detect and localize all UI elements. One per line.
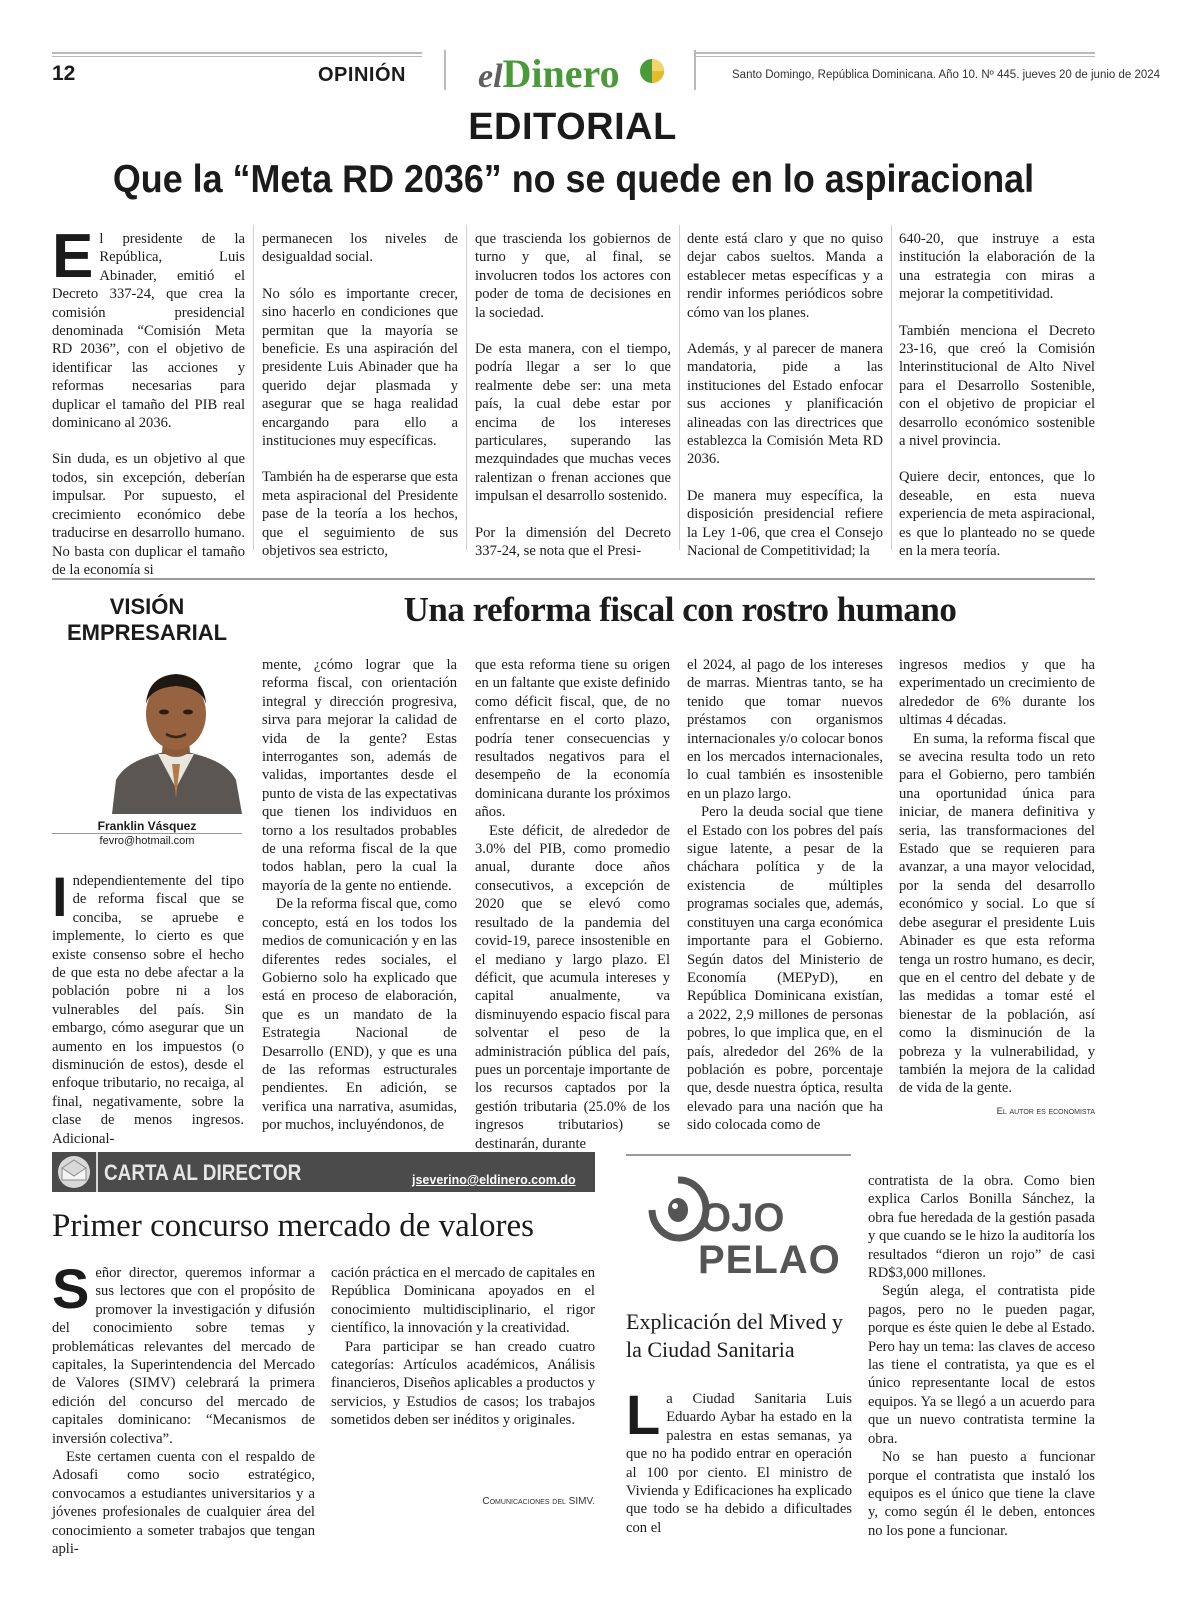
ojo-top-rule [626, 1154, 851, 1156]
editorial-kicker: EDITORIAL [468, 106, 677, 148]
vision-paragraph: Pero la deuda social que tiene el Estado con los pobres del país sigue latente, a pesar de la cháchara política y de la existencia de múltiples programas sociales que, además, constituyen una carga económica importante para el Gobierno. Según datos del Ministerio de Economía (MEPyD), en República Dominicana existían, a 2022, 2,9 millones de personas pobres, lo que implica que, en el país, alrededor del 26% de la población es pobre, porcentaje que, desde nuestra óptica, resulta elevado para una nación que ha sido colocada como de [687, 804, 883, 1134]
editorial-paragraph: dente está claro y que no quiso dejar cabos sueltos. Manda a establecer metas específicas y a rendir informes periódicos sobre cómo van los planes. [687, 231, 883, 321]
ojo-paragraph: No se han puesto a funcionar porque el contratista que instaló los equipos es el único que tiene la clave y, como según él le deben, entonces no los pone a funcionar. [868, 1449, 1095, 1539]
newspaper-logo [478, 50, 620, 94]
vision-column-4 [687, 656, 883, 1135]
carta-email-link[interactable]: jseverino@eldinero.com.do [412, 1173, 576, 1187]
column-rule [466, 225, 467, 550]
vision-label-line-2: EMPRESARIAL [66, 620, 228, 645]
editorial-paragraph: También menciona el Decreto 23-16, que creó la Comisión lnterinstitucional de Alto Nivel para el Desarrollo Sostenible, con el objetivo de propiciar el desarrollo económico sostenible a nivel provincia. [899, 322, 1095, 450]
carta-paragraph: cación práctica en el mercado de capitales en República Dominicana apoyados en el conocimiento multidisciplinario, el rigor científico, la innovación y la creatividad. [331, 1265, 595, 1337]
editorial-paragraph: De manera muy específica, la disposición presidencial refiere la Ley 1-06, que crea el Consejo Nacional de Competitividad; la [687, 487, 883, 560]
editorial-dropcap: E [52, 222, 94, 291]
vision-paragraph: ingresos medios y que ha experimentado un crecimiento de alrededor de 6% durante los ultimas 4 décadas. [899, 657, 1095, 729]
editorial-column-1 [52, 222, 245, 579]
ojo-logo-line-2: PELAO [698, 1238, 841, 1282]
ojo-column-2 [868, 1172, 1095, 1540]
ojo-logo-line-1: OJO [700, 1196, 785, 1240]
header-rule-left [52, 52, 422, 54]
carta-column-2 [331, 1264, 595, 1430]
column-rule [679, 225, 680, 550]
ojo-column-1 [626, 1383, 852, 1537]
editorial-paragraph: 640-20, que instruye a esta institución la elaboración de la una estrategia con miras a mejorar la competitividad. [899, 231, 1095, 303]
header-rule-left-thin [52, 56, 422, 57]
column-rule [891, 225, 892, 550]
vision-headline: Una reforma fiscal con rostro humano [403, 590, 957, 629]
editorial-paragraph: Por la dimensión del Decreto 337-24, se nota que el Presi- [475, 524, 671, 560]
vision-column-3 [475, 656, 670, 1153]
page-number: 12 [52, 62, 76, 85]
header-rule-right [694, 52, 1095, 54]
ojo-paragraph: Según alega, el contratista pide pagos, pero no le pueden pagar, porque es éste quien le debe al Estado. Pero hay un tema: las claves de acceso las tiene el contratista, ya que es el único representante local de estos equipos. Ya se llegó a un acuerdo para que un nuevo contratista termine la obra. [868, 1283, 1095, 1447]
editorial-paragraph: Además, y al parecer de manera mandatoria, pide a las instituciones del Estado enfocar sus acciones y planificación alineadas con las directrices que establezca la Comisión Meta RD 2036. [687, 341, 883, 468]
vision-paragraph: que esta reforma tiene su origen en un faltante que existe definido como déficit fiscal, que, de no enfrentarse en el corto plazo, podría tener consecuencias y resultados negativos para el desempeño de la economía dominicana durante los próximos años. [475, 657, 670, 821]
vision-section-label [52, 594, 242, 646]
vision-label-line-1: VISIÓN [109, 594, 185, 619]
editorial-paragraph: que trascienda los gobiernos de turno y que, al final, se involucren todos los actores con poder de toma de decisiones en la sociedad. [475, 231, 671, 321]
carta-signature: Comunicaciones del SIMV. [482, 1496, 595, 1507]
vision-dropcap: I [52, 865, 68, 928]
carta-paragraph: Para participar se han creado cuatro categorías: Artículos académicos, Análisis financieros, Diseños aplicables a productos y servicios, y Estudios de casos; los trabajos sometidos deben ser inéditos y originales. [331, 1338, 595, 1429]
editorial-column-3 [475, 230, 671, 561]
vision-column-2 [262, 656, 457, 1135]
vision-paragraph: el 2024, al pago de los intereses de marras. Mientras tanto, se ha tenido que tomar nuevos préstamos con organismos internacionales y/o colocar bonos en los mercados internacionales, lo cual también es insostenible en un plazo largo. [687, 657, 883, 802]
vision-column-1 [52, 865, 244, 1148]
vision-paragraph: ndependientemente del tipo de reforma fiscal que se conciba, se apruebe e implemente, lo cierto es que existe consenso sobre el hecho de que esta no debe afectar a la población pobre ni a los vulnerables del país. Sin embargo, cómo asegurar que un aumento en los impuestos (o disminución de estos), desde el enfoque tributario, no recaiga, al final, negativamente, sobre la clase de menos ingresos. Adicional- [52, 873, 244, 1147]
vision-byline: El autor es economista [996, 1106, 1095, 1117]
editorial-column-2 [262, 230, 458, 561]
header-divider-right [694, 50, 696, 90]
envelope-icon [56, 1154, 92, 1190]
author-photo [106, 668, 246, 814]
ojo-paragraph: a Ciudad Sanitaria Luis Eduardo Aybar ha estado en la palestra en estas semanas, ya que no ha podido entrar en operación al 100 por ciento. El ministro de Vivienda y Edificaciones ha explicado que todo se ha debido a dificultades con el [626, 1391, 852, 1536]
header-rule-right-thin [694, 56, 1095, 57]
ojo-paragraph: contratista de la obra. Como bien explica Carlos Bonilla Sánchez, la obra fue heredada de la gestión pasada y que cuando se le hizo la auditoría los resultados “dieron un rojo” de casi RD$3,000 millones. [868, 1173, 1095, 1282]
author-email[interactable]: fevro@hotmail.com [99, 835, 195, 847]
vision-paragraph: De la reforma fiscal que, como concepto, está en los todos los medios de comunicación y en las diferentes redes sociales, el Gobierno solo ha explicado que está en proceso de elaboración, que es un mandato de la Estrategia Nacional de Desarrollo (END), y que es una de las reformas estructurales pendientes. En adición, se verifica una narrativa, asumidas, por muchos, incluyéndonos, de [262, 896, 457, 1134]
dateline: Santo Domingo, República Dominicana. Año 10. Nº 445. jueves 20 de junio de 2024 [732, 69, 1161, 81]
column-rule [253, 225, 254, 550]
editorial-column-5 [899, 230, 1095, 561]
carta-dropcap: S [52, 1257, 90, 1320]
vision-paragraph: En suma, la reforma fiscal que se avecina resulta todo un reto para el Gobierno, pero también una oportunidad única para iniciar, de manera definitiva y seria, las transformaciones del Estado que se requieren para avanzar, a una mayor velocidad, por la senda del desarrollo económico y social. Lo que sí debe asegurar el presidente Luis Abinader es que esta reforma tenga un rostro humano, es decir, que en el centro del debate y de las medidas a tomar esté el bienestar de la población, así como la disminución de la pobreza y la vulnerabilidad, y también la mejora de la calidad de vida de la gente. [899, 730, 1095, 1097]
editorial-paragraph: También ha de esperarse que esta meta aspiracional del Presidente pase de la teoría a los hechos, que el seguimiento de sus objetivos sea estricto, [262, 469, 458, 560]
section-title: OPINIÓN [318, 64, 406, 86]
editorial-paragraph: l presidente de la República, Luis Abinader, emitió el Decreto 337-24, que crea la comisión presidencial denominada “Comisión Meta RD 2036”, con el objetivo de identificar las acciones y reformas necesarias para duplicar el tamaño del PIB real dominicano al 2036. [52, 231, 245, 432]
header-divider-left [444, 50, 446, 90]
carta-bar-divider [96, 1152, 98, 1192]
logo-prefix: el [478, 58, 503, 95]
editorial-column-4 [687, 230, 883, 561]
carta-paragraph: Este certamen cuenta con el respaldo de Adosafi como socio estratégico, convocamos a estudiantes universitarios y a jóvenes profesionales de cualquier área del conocimiento a someter trabajos que tengan apli- [52, 1449, 315, 1558]
logo-main: Dinero [502, 51, 620, 96]
carta-headline: Primer concurso mercado de valores [52, 1208, 534, 1244]
ojo-dropcap: L [626, 1383, 661, 1446]
editorial-headline: Que la “Meta RD 2036” no se quede en lo aspiracional [112, 158, 1035, 201]
carta-paragraph: eñor director, queremos informar a sus lectores que con el propósito de promover la investigación y difusión del conocimiento sobre temas y problemáticas relevantes del mercado de capitales, la Superintendencia del Mercado de Valores (SIMV) celebrará la primera edición del concurso del mercado de capitales dominicano: “Mecanismos de inversión colectiva”. [52, 1265, 315, 1447]
carta-column-1 [52, 1257, 315, 1559]
logo-coin-icon [638, 57, 666, 85]
section-divider [52, 578, 1095, 580]
editorial-paragraph: No sólo es importante crecer, sino hacerlo en condiciones que permitan que la mayoría se beneficie. Es una aspiración del presidente Luis Abinader que ha querido dejar plasmada y asegurar que se haga realidad encargando para ello a instituciones muy específicas. [262, 285, 458, 450]
author-name: Franklin Vásquez [97, 819, 197, 833]
vision-paragraph: Este déficit, de alrededor de 3.0% del PIB, como promedio anual, durante doce años consecutivos, a excepción de 2020 que se elevó como resultado de la pandemia del covid-19, parece insostenible en el mediano y largo plazo. El déficit, que acumula intereses y capital anualmente, va disminuyendo espacio fiscal para solventar el peso de la administración pública del país, pues un porcentaje importante de los recursos captados por la gestión tributaria (25.0% de los ingresos tributarios) se destinarán, durante [475, 822, 670, 1152]
carta-section-label: CARTA AL DIRECTOR [104, 1160, 302, 1185]
vision-paragraph: mente, ¿cómo lograr que la reforma fiscal, con orientación integral y dirección progresiva, sirva para mejorar la calidad de vida de la gente? Estas interrogantes son, además de validas, importantes desde el punto de vista de las expectativas que tienen los individuos en torno a los resultados probables de una reforma fiscal de la que todos hablan, pero la cual la mayoría de la gente no entiende. [262, 657, 457, 894]
editorial-paragraph: Sin duda, es un objetivo al que todos, sin excepción, deberían impulsar. Por supuesto, el crecimiento económico debe traducirse en desarrollo humano. No basta con duplicar el tamaño de la economía si [52, 451, 245, 578]
editorial-paragraph: De esta manera, con el tiempo, podría llegar a ser lo que realmente debe ser: una meta país, la cual debe estar por encima de los intereses particulares, superando las mezquindades que muchas veces ralentizan o frenan acciones que impulsan el desarrollo sostenido. [475, 341, 671, 505]
editorial-paragraph: Quiere decir, entonces, que lo deseable, en esta nueva experiencia de meta aspiracional, es que lo planteado no se quede en la mera teoría. [899, 469, 1095, 560]
author-rule [52, 833, 242, 834]
editorial-paragraph: permanecen los niveles de desigualdad social. [262, 231, 458, 266]
ojo-headline: Explicación del Mived y la Ciudad Sanitaria [626, 1309, 843, 1362]
vision-column-5 [899, 656, 1095, 1098]
